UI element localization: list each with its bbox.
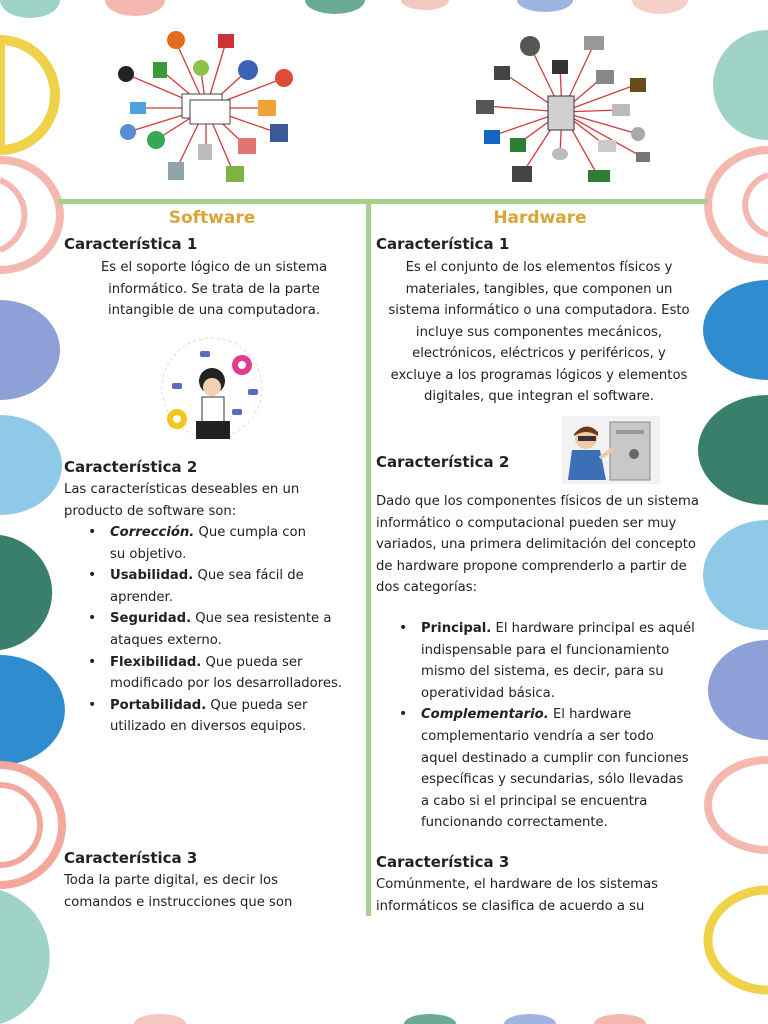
text: específicas y secundarias, sólo llevadas: [421, 772, 684, 788]
text: Que pueda ser: [206, 697, 308, 713]
text-line: producto de software son:: [64, 503, 237, 519]
text-line: digitales, que integran el software.: [424, 389, 654, 404]
text: utilizado en diversos equipos.: [110, 719, 307, 735]
list-item: • Principal. El hardware principal es aquél indispensable para el funcionamiento mismo del sistema, es decir, para su operatividad básica.: [399, 620, 695, 701]
hardware-c2-heading: Característica 2: [376, 453, 510, 471]
hardware-title: Hardware: [493, 208, 587, 228]
term: Portabilidad.: [110, 697, 207, 713]
text-line: Comúnmente, el hardware de los sistemas: [376, 877, 659, 892]
hardware-c1-heading: Característica 1: [376, 235, 510, 253]
text: aquel destinado a cumplir con funciones: [421, 750, 689, 766]
text-line: Es el conjunto de los elementos físicos y: [405, 260, 673, 275]
text-line: intangible de una computadora.: [108, 303, 320, 318]
text: Que sea fácil de: [193, 568, 304, 584]
text-line: Toda la parte digital, es decir los: [64, 873, 278, 888]
vertical-divider: [366, 201, 371, 916]
software-c2-list: [88, 522, 365, 738]
hardware-diagram-image: [462, 28, 662, 188]
text: indispensable para el funcionamiento: [421, 642, 670, 658]
term: Complementario.: [421, 707, 549, 723]
hardware-c3-heading: Característica 3: [376, 853, 510, 871]
hardware-c3-text: [376, 874, 706, 917]
hardware-c2-list: [399, 618, 706, 834]
text-line: materiales, tangibles, que componen un: [405, 281, 673, 297]
text-line: comandos e instrucciones que son: [64, 894, 293, 910]
text: mismo del sistema, es decir, para su: [421, 664, 664, 680]
list-item: • Portabilidad. Que pueda ser utilizado en diversos equipos.: [88, 696, 308, 735]
software-c2-intro: [64, 479, 364, 522]
software-c3-text: [64, 870, 364, 913]
list-item: • Usabilidad. Que sea fácil de aprender.: [88, 567, 304, 605]
text: modificado por los desarrolladores.: [110, 676, 343, 692]
text: El hardware: [548, 707, 632, 723]
text: operatividad básica.: [421, 685, 555, 701]
term: Seguridad.: [110, 611, 192, 627]
text-line: incluye sus componentes mecánicos,: [415, 324, 663, 340]
text-line: informático. Se trata de la parte: [108, 281, 320, 297]
text-line: informático o computacional pueden ser muy: [376, 515, 677, 531]
term: Flexibilidad.: [110, 654, 202, 670]
text-line: Dado que los componentes físicos de un sistema: [376, 494, 699, 509]
text: El hardware principal es aquél: [491, 621, 695, 636]
software-c3-heading: Característica 3: [64, 849, 198, 867]
horizontal-divider: [58, 199, 708, 204]
text-line: Es el soporte lógico de un sistema: [100, 260, 328, 275]
text: su objetivo.: [110, 546, 187, 562]
text: a cabo si el principal se encuentra: [421, 793, 648, 809]
text-line: de hardware propone comprenderlo a partir de: [376, 558, 687, 574]
term: Usabilidad.: [110, 568, 194, 584]
text: funcionando correctamente.: [421, 815, 608, 831]
term: Principal.: [421, 621, 492, 636]
text-line: informáticos se clasifica de acuerdo a su: [376, 898, 645, 914]
text-line: Las características deseables en un: [64, 482, 300, 497]
software-c2-heading: Característica 2: [64, 458, 198, 476]
software-title: Software: [168, 208, 256, 228]
text-line: dos categorías:: [376, 580, 478, 595]
software-person-illustration: [152, 333, 272, 443]
text: aprender.: [110, 589, 173, 605]
list-item: • Complementario. El hardware complementario vendría a ser todo aquel destinado a cumplir con funciones específicas y secundarias, sólo llevadas a cabo si el principal se encuentra funcionando correctamente.: [399, 706, 689, 831]
text-line: variados, una primera delimitación del concepto: [376, 537, 696, 552]
hardware-c1-text: [376, 257, 702, 408]
text-line: sistema informático o una computadora. Esto: [388, 303, 690, 318]
text: ataques externo.: [110, 632, 222, 648]
software-c1-heading: Característica 1: [64, 235, 198, 253]
list-item: • Flexibilidad. Que pueda ser modificado por los desarrolladores.: [88, 653, 343, 692]
hardware-c2-text: [376, 491, 706, 599]
list-item: • Seguridad. Que sea resistente a ataques externo.: [88, 610, 332, 648]
text: Que cumpla con: [194, 525, 306, 540]
software-c1-text: [66, 257, 362, 322]
text: Que pueda ser: [201, 654, 303, 670]
text-line: excluye a los programas lógicos y elementos: [390, 367, 688, 383]
software-diagram-image: [106, 28, 306, 188]
list-item: • Corrección. Que cumpla con su objetivo.: [88, 524, 306, 562]
text-line: electrónicos, eléctricos y periféricos, y: [412, 346, 666, 361]
hardware-technician-illustration: [562, 416, 660, 484]
text: complementario vendría a ser todo: [421, 728, 654, 744]
text: Que sea resistente a: [191, 611, 332, 627]
term: Corrección.: [110, 525, 195, 540]
